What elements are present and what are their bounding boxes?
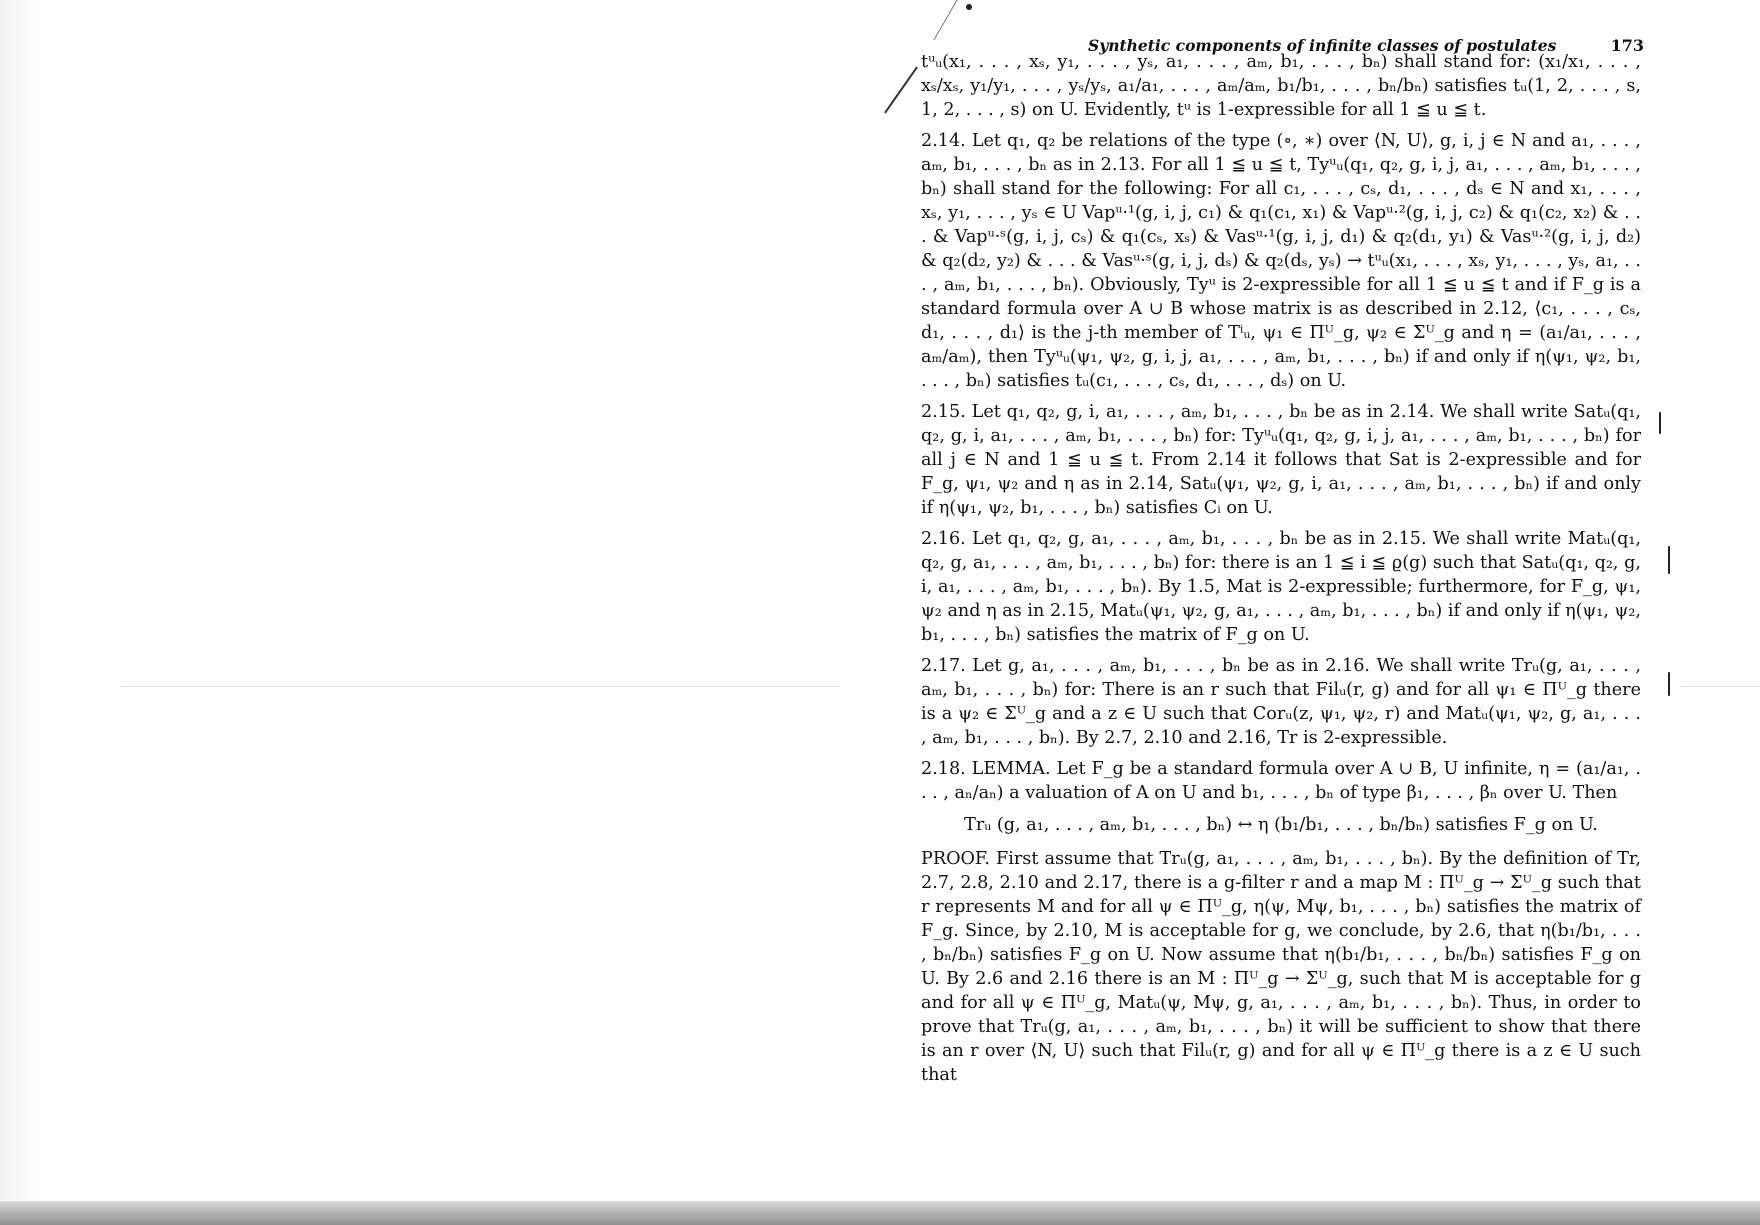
page-body <box>921 50 1641 1094</box>
paragraph-t-definition: tᵘᵤ(x₁, . . . , xₛ, y₁, . . . , yₛ, a₁, . . . , aₘ, b₁, . . . , bₙ) shall stand for: (x₁/x₁, . . . , xₛ/xₛ, y₁/y₁, . . . , yₛ/yₛ, a₁/a₁, . . . , aₘ/aₘ, b₁/b₁, . . . , bₙ/bₙ) satisfies tᵤ(1, 2, . . . , s, 1, 2, . . . , s) on U. Evidently, tᵘ is 1-expressible for all 1 ≦ u ≦ t. <box>921 52 1641 120</box>
paragraph-2-17: 2.17. Let g, a₁, . . . , aₘ, b₁, . . . , bₙ be as in 2.16. We shall write Trᵤ(g, a₁, . . . , aₘ, b₁, . . . , bₙ) for: There is an r such that Filᵤ(r, g) and for all ψ₁ ∈ Πᵁ_g there is a ψ₂ ∈ Σᵁ_g and a z ∈ U such that Corᵤ(z, ψ₁, ψ₂, r) and Matᵤ(ψ₁, ψ₂, g, a₁, . . . , aₘ, b₁, . . . , bₙ). By 2.7, 2.10 and 2.16, Tr is 2-expressible. <box>921 656 1641 748</box>
pen-mark-icon <box>933 0 987 40</box>
paragraph-2-15: 2.15. Let q₁, q₂, g, i, a₁, . . . , aₘ, b₁, . . . , bₙ be as in 2.14. We shall write Satᵤ(q₁, q₂, g, i, a₁, . . . , aₘ, b₁, . . . , bₙ) for: Tyᵘᵤ(q₁, q₂, g, i, j, a₁, . . . , aₘ, b₁, . . . , bₙ) for all j ∈ N and 1 ≦ u ≦ t. From 2.14 it follows that Sat is 2-expressible and for F_g, ψ₁, ψ₂ and η as in 2.14, Satᵤ(ψ₁, ψ₂, g, i, a₁, . . . , aₘ, b₁, . . . , bₙ) if and only if η(ψ₁, ψ₂, b₁, . . . , bₙ) satisfies Cᵢ on U. <box>921 402 1641 518</box>
paragraph-2-14: 2.14. Let q₁, q₂ be relations of the type (∘, ∗) over ⟨N, U⟩, g, i, j ∈ N and a₁, . . . , aₘ, b₁, . . . , bₙ as in 2.13. For all 1 ≦ u ≦ t, Tyᵘᵤ(q₁, q₂, g, i, j, a₁, . . . , aₘ, b₁, . . . , bₙ) shall stand for the following: For all c₁, . . . , cₛ, d₁, . . . , dₛ ∈ N and x₁, . . . , xₛ, y₁, . . . , yₛ ∈ U Vapᵘ·¹(g, i, j, c₁) & q₁(c₁, x₁) & Vapᵘ·²(g, i, j, c₂) & q₁(c₂, x₂) & . . . & Vapᵘ·ˢ(g, i, j, cₛ) & q₁(cₛ, xₛ) & Vasᵘ·¹(g, i, j, d₁) & q₂(d₁, y₁) & Vasᵘ·²(g, i, j, d₂) & q₂(d₂, y₂) & . . . & Vasᵘ·ˢ(g, i, j, dₛ) & q₂(dₛ, yₛ) → tᵘᵤ(x₁, . . . , xₛ, y₁, . . . , yₛ, a₁, . . . , aₘ, b₁, . . . , bₙ). Obviously, Tyᵘ is 2-expressible for all 1 ≦ u ≦ t and if F_g is a standard formula over A ∪ B whose matrix is as described in 2.12, ⟨c₁, . . . , cₛ, d₁, . . . , d₁⟩ is the j-th member of Tⁱᵤ, ψ₁ ∈ Πᵁ_g, ψ₂ ∈ Σᵁ_g and η = (a₁/a₁, . . . , aₘ/aₘ), then Tyᵘᵤ(ψ₁, ψ₂, g, i, j, a₁, . . . , aₘ, b₁, . . . , bₙ) if and only if η(ψ₁, ψ₂, b₁, . . . , bₙ) satisfies tᵤ(c₁, . . . , cₛ, d₁, . . . , dₛ) on U. <box>921 131 1641 391</box>
page-number: 173 <box>1610 36 1644 55</box>
ink-dot-icon <box>966 4 972 10</box>
paragraph-2-16: 2.16. Let q₁, q₂, g, a₁, . . . , aₘ, b₁, . . . , bₙ be as in 2.15. We shall write Matᵤ(q₁, q₂, g, a₁, . . . , aₘ, b₁, . . . , bₙ) for: there is an 1 ≦ i ≦ ϱ(g) such that Satᵤ(q₁, q₂, g, i, a₁, . . . , aₘ, b₁, . . . , bₙ). By 1.5, Mat is 2-expressible; furthermore, for F_g, ψ₁, ψ₂ and η as in 2.15, Matᵤ(ψ₁, ψ₂, g, a₁, . . . , aₘ, b₁, . . . , bₙ) if and only if η(ψ₁, ψ₂, b₁, . . . , bₙ) satisfies the matrix of F_g on U. <box>921 529 1642 645</box>
margin-slash-mark <box>884 66 918 113</box>
scan-left-gutter <box>0 0 40 1200</box>
scan-dotted-line <box>120 686 840 687</box>
proof-paragraph: PROOF. First assume that Trᵤ(g, a₁, . . . , aₘ, b₁, . . . , bₙ). By the definition of Tr, 2.7, 2.8, 2.10 and 2.17, there is a g-filter r and a map M : Πᵁ_g → Σᵁ_g such that r represents M and for all ψ ∈ Πᵁ_g, η(ψ, Mψ, b₁, . . . , bₙ) satisfies the matrix of F_g. Since, by 2.10, M is acceptable for g, we conclude, by 2.6, that η(b₁/b₁, . . . , bₙ/bₙ) satisfies F_g on U. Now assume that η(b₁/b₁, . . . , bₙ/bₙ) satisfies F_g on U. By 2.6 and 2.16 there is an M : Πᵁ_g → Σᵁ_g, such that M is acceptable for g and for all ψ ∈ Πᵁ_g, Matᵤ(ψ, Mψ, g, a₁, . . . , aₘ, b₁, . . . , bₙ). Thus, in order to prove that Trᵤ(g, a₁, . . . , aₘ, b₁, . . . , bₙ) it will be sufficient to show that there is an r over ⟨N, U⟩ such that Filᵤ(r, g) and for all ψ ∈ Πᵁ_g there is a z ∈ U such that <box>921 849 1641 1085</box>
display-formula: Trᵤ (g, a₁, . . . , aₘ, b₁, . . . , bₙ) ↔ η (b₁/b₁, . . . , bₙ/bₙ) satisfies F_g on U. <box>964 815 1598 835</box>
scan-dotted-line-right <box>1680 686 1760 687</box>
margin-tick-mark <box>1659 412 1661 434</box>
running-head: Synthetic components of infinite classes of postulates <box>1088 36 1557 55</box>
margin-tick-mark <box>1668 672 1670 696</box>
margin-tick-mark <box>1668 546 1670 574</box>
paragraph-2-18-lemma: 2.18. LEMMA. Let F_g be a standard formula over A ∪ B, U infinite, η = (a₁/a₁, . . . , aₙ/aₙ) a valuation of A on U and b₁, . . . , bₙ of type β₁, . . . , βₙ over U. Then <box>921 759 1641 803</box>
scan-bottom-edge <box>0 1201 1760 1225</box>
